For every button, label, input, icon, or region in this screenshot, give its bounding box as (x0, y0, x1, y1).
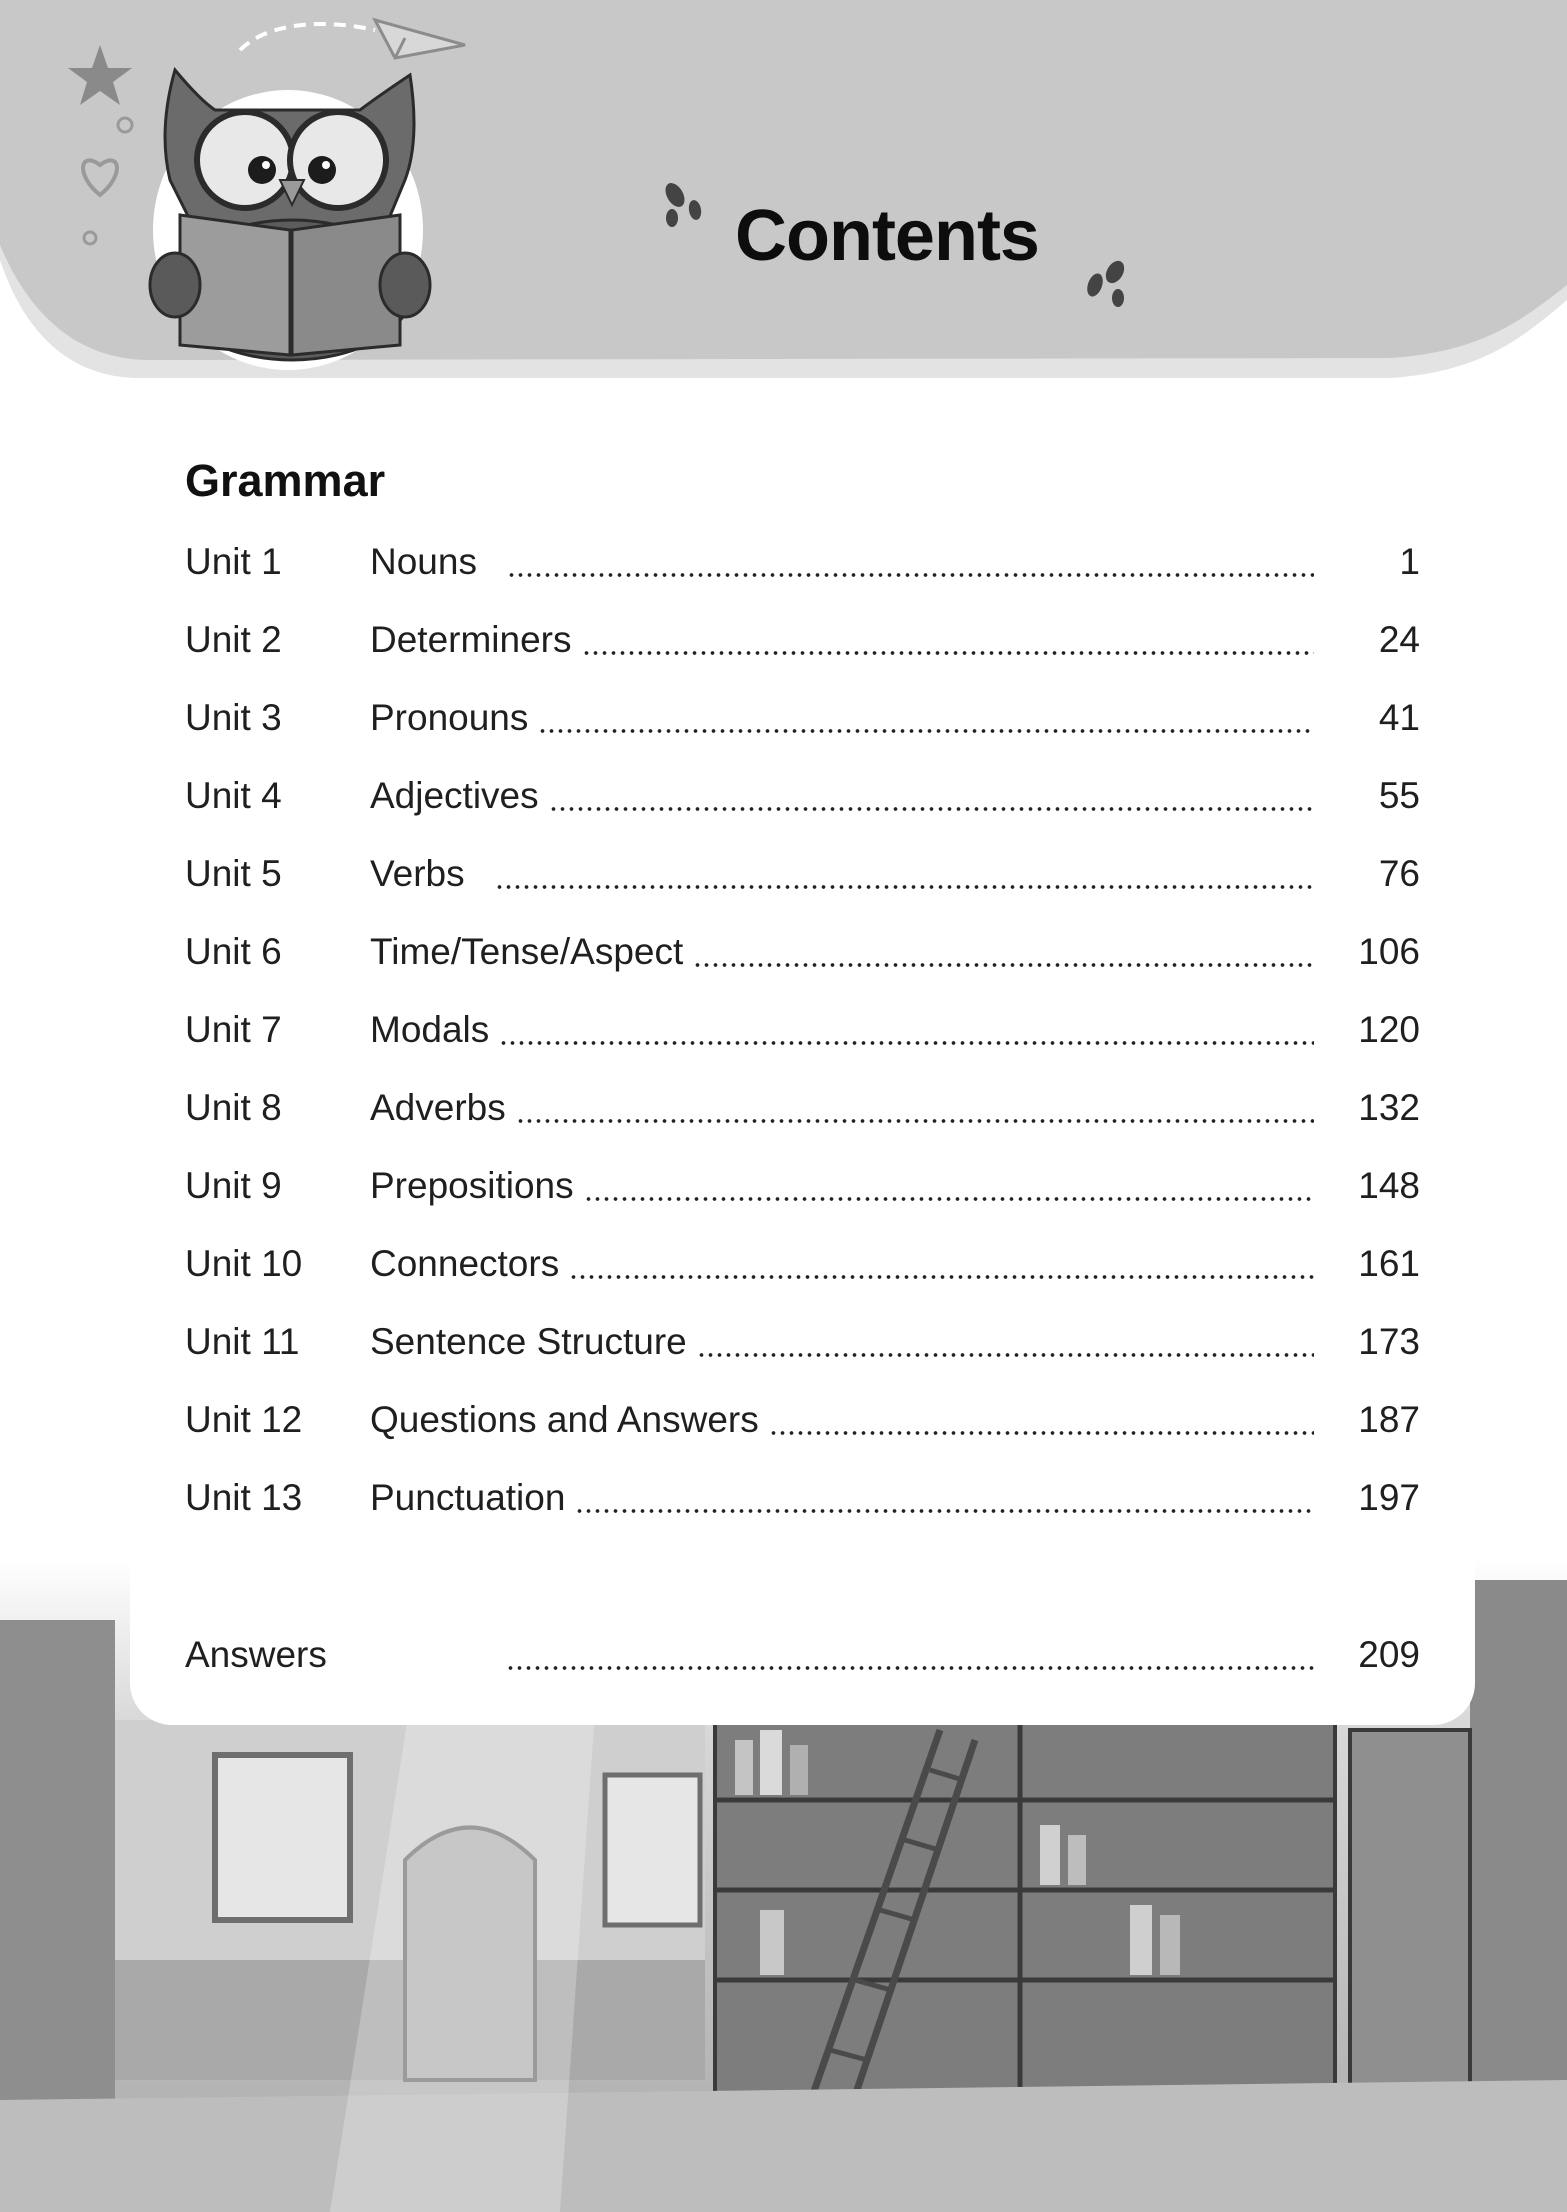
page-title: Contents (735, 196, 1039, 276)
page-number: 187 (1358, 1399, 1420, 1440)
unit-title: Verbs (370, 853, 465, 894)
unit-title: Nouns (370, 541, 477, 582)
toc-row[interactable] (185, 537, 1420, 587)
dot-leader (499, 1040, 1314, 1046)
dot-leader (507, 572, 1314, 578)
unit-title: Sentence Structure (370, 1321, 687, 1362)
unit-label: Unit 1 (185, 541, 282, 582)
unit-label: Unit 3 (185, 697, 282, 738)
toc-row[interactable] (185, 771, 1420, 821)
toc-row[interactable] (185, 1005, 1420, 1055)
unit-label: Unit 12 (185, 1399, 303, 1440)
dot-leader (506, 1665, 1314, 1671)
unit-title: Questions and Answers (370, 1399, 759, 1440)
dot-leader (495, 884, 1314, 890)
page-number: 120 (1358, 1009, 1420, 1050)
unit-label: Unit 11 (185, 1321, 300, 1362)
unit-title: Punctuation (370, 1477, 566, 1518)
dot-leader (693, 962, 1314, 968)
unit-label: Unit 7 (185, 1009, 282, 1050)
toc-row[interactable] (185, 1395, 1420, 1445)
page-number: 161 (1358, 1243, 1420, 1284)
toc-row[interactable] (185, 1317, 1420, 1367)
page-number: 197 (1358, 1477, 1420, 1518)
page-number: 106 (1358, 931, 1420, 972)
toc-row[interactable] (185, 615, 1420, 665)
unit-label: Unit 2 (185, 619, 282, 660)
unit-label: Unit 9 (185, 1165, 282, 1206)
page-number: 173 (1358, 1321, 1420, 1362)
toc-row[interactable] (185, 1473, 1420, 1523)
section-heading: Grammar (185, 455, 386, 506)
unit-title: Modals (370, 1009, 490, 1050)
answers-label: Answers (185, 1634, 327, 1675)
page-number: 1 (1399, 541, 1420, 582)
dot-leader (584, 1196, 1314, 1202)
toc-row[interactable] (185, 1161, 1420, 1211)
unit-label: Unit 4 (185, 775, 282, 816)
dot-leader (575, 1508, 1314, 1514)
page-number: 55 (1378, 775, 1420, 816)
toc-row[interactable] (185, 693, 1420, 743)
toc-row[interactable] (185, 927, 1420, 977)
dot-leader (549, 806, 1314, 812)
page-number: 132 (1358, 1087, 1420, 1128)
answers-row[interactable] (185, 1630, 1420, 1680)
dot-leader (697, 1352, 1314, 1358)
unit-title: Pronouns (370, 697, 529, 738)
unit-title: Prepositions (370, 1165, 574, 1206)
answers-page-number: 209 (1358, 1634, 1420, 1675)
unit-label: Unit 10 (185, 1243, 303, 1284)
unit-title: Adverbs (370, 1087, 506, 1128)
toc-row[interactable] (185, 849, 1420, 899)
unit-title: Determiners (370, 619, 572, 660)
dot-leader (538, 728, 1314, 734)
unit-label: Unit 8 (185, 1087, 282, 1128)
toc-row[interactable] (185, 1083, 1420, 1133)
dot-leader (516, 1118, 1314, 1124)
page-number: 76 (1378, 853, 1420, 894)
unit-title: Connectors (370, 1243, 560, 1284)
dot-leader (569, 1274, 1314, 1280)
owl-reading-book-icon (150, 70, 430, 370)
page-number: 24 (1378, 619, 1420, 660)
unit-label: Unit 5 (185, 853, 282, 894)
page-number: 41 (1378, 697, 1420, 738)
unit-label: Unit 13 (185, 1477, 303, 1518)
unit-title: Adjectives (370, 775, 539, 816)
unit-title: Time/Tense/Aspect (370, 931, 684, 972)
unit-label: Unit 6 (185, 931, 282, 972)
toc-row[interactable] (185, 1239, 1420, 1289)
dot-leader (769, 1430, 1314, 1436)
dot-leader (582, 650, 1315, 656)
page-number: 148 (1358, 1165, 1420, 1206)
